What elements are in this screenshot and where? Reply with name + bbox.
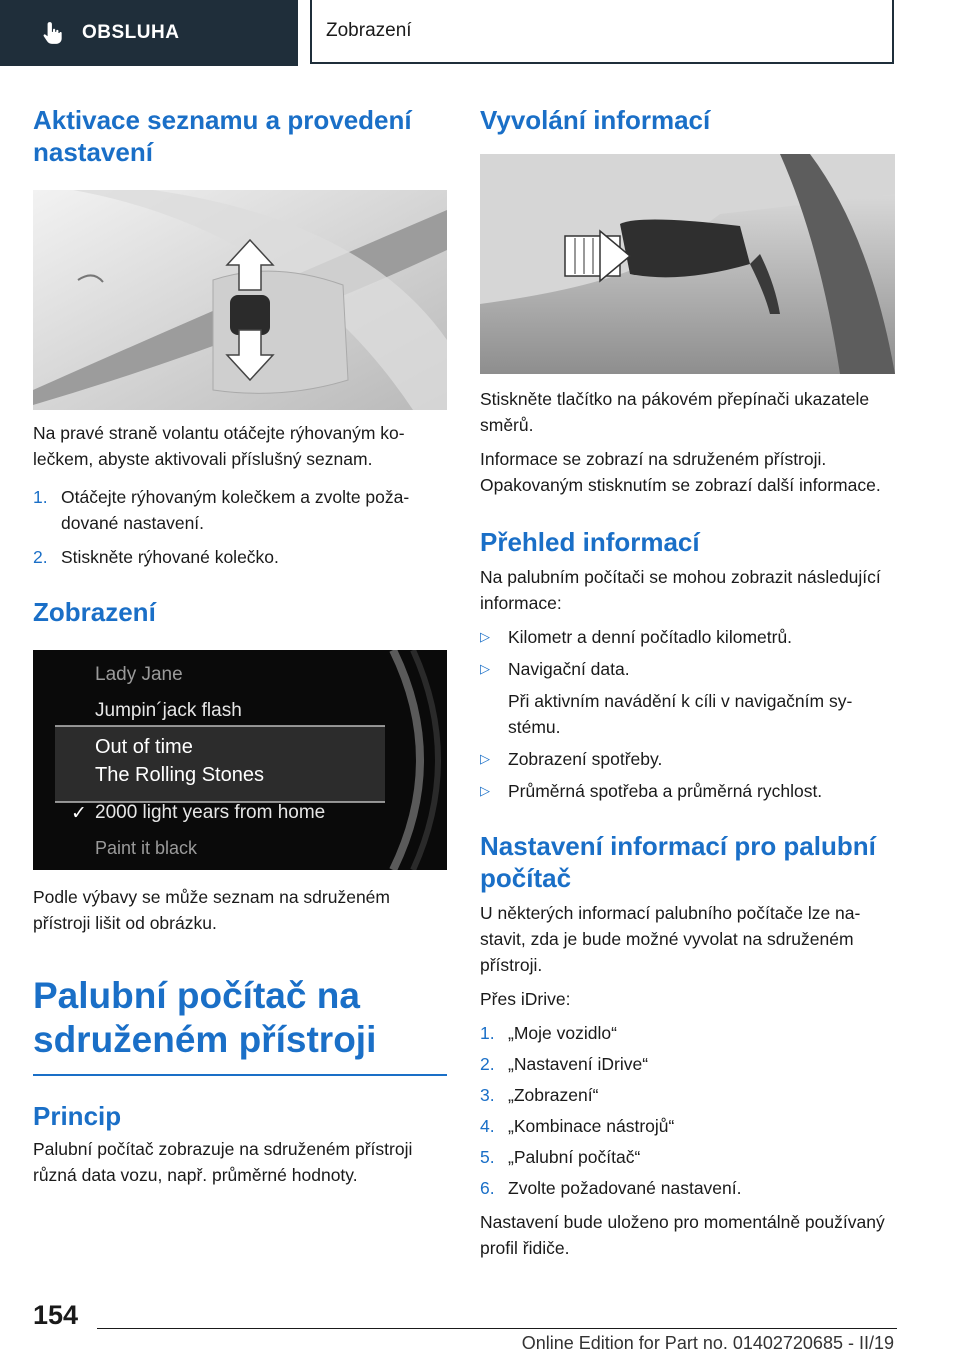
section-label: OBSLUHA (82, 22, 180, 43)
step-text: „Kombinace nástrojů“ (508, 1116, 675, 1136)
paragraph-settings: U některých informací palubního počítače lze nastavit, zda je bude možné vyvolat na sdruženém přístroji. (480, 903, 861, 975)
bullet-text: Kilometr a denní počítadlo kilometrů. (508, 627, 793, 647)
heading-overview: Přehled informací (480, 527, 700, 557)
heading-call-info: Vyvolání informací (480, 105, 711, 135)
page-number: 154 (33, 1300, 79, 1330)
screen-item: 2000 light years from home (95, 802, 326, 823)
list-item (480, 1082, 895, 1108)
paragraph-call-1: Stiskněte tlačítko na pákovém přepínači ukazatele směrů. (480, 389, 870, 435)
step-text: „Moje vozidlo“ (508, 1023, 617, 1043)
bullet-subtext: Při aktivním navádění k cíli v navigačním systému. (508, 691, 853, 737)
screen-item: Paint it black (95, 838, 198, 858)
triangle-bullet-icon: ▷ (480, 783, 490, 798)
list-item (480, 778, 895, 804)
step-number: 2. (33, 547, 48, 567)
page-header (0, 0, 960, 66)
paragraph-call-2: Informace se zobrazí na sdruženém přístroji. Opakovaným stisknutím se zobrazí další informace. (480, 449, 881, 495)
bullet-text: Zobrazení spotřeby. (508, 749, 663, 769)
list-item (33, 484, 447, 536)
chapter-tab[interactable] (310, 0, 894, 64)
triangle-bullet-icon: ▷ (480, 751, 490, 766)
list-item (480, 1144, 895, 1170)
checkmark-icon: ✓ (71, 803, 87, 824)
right-column (480, 92, 895, 1261)
step-number: 3. (480, 1085, 495, 1105)
section-tab[interactable] (0, 0, 298, 66)
step-number: 1. (33, 487, 48, 507)
paragraph-final: Nastavení bude uloženo pro momentálně používaný profil řidiče. (480, 1212, 885, 1258)
info-bullets (480, 624, 895, 804)
step-text: Zvolte požadované nastavení. (508, 1178, 742, 1198)
step-text: „Palubní počítač“ (508, 1147, 641, 1167)
list-item (480, 624, 895, 650)
paragraph-overview: Na palubním počítači se mohou zobrazit následující informace: (480, 567, 881, 613)
heading-display: Zobrazení (33, 597, 156, 627)
step-number: 6. (480, 1178, 495, 1198)
footer-divider (97, 1328, 897, 1329)
step-text: „Nastavení iDrive“ (508, 1054, 649, 1074)
turn-signal-lever-figure (480, 154, 895, 374)
heading-settings: Nastavení informací pro palubní počítač (480, 831, 876, 893)
heading-activate-list: Aktivace seznamu a provedení nastavení (33, 105, 412, 167)
hand-pointer-icon (40, 20, 66, 46)
paragraph-via-idrive: Přes iDrive: (480, 989, 571, 1009)
step-number: 2. (480, 1054, 495, 1074)
edition-note: Online Edition for Part no. 01402720685 - II/19 (521, 1333, 894, 1353)
paragraph-display: Podle výbavy se může seznam na sdruženém přístroji lišit od obrázku. (33, 887, 390, 933)
step-number: 1. (480, 1023, 495, 1043)
step-text: „Zobrazení“ (508, 1085, 599, 1105)
bullet-text: Průměrná spotřeba a průměrná rychlost. (508, 781, 823, 801)
list-item (33, 544, 447, 570)
triangle-bullet-icon: ▷ (480, 629, 490, 644)
screen-item-selected: Out of time (95, 736, 193, 758)
steps-settings (480, 1020, 895, 1201)
list-item (480, 1175, 895, 1201)
list-item (480, 1020, 895, 1046)
step-number: 5. (480, 1147, 495, 1167)
section-divider (33, 1074, 447, 1076)
list-item (480, 1113, 895, 1139)
list-item (480, 656, 895, 682)
step-number: 4. (480, 1116, 495, 1136)
left-column (33, 92, 447, 1188)
heading-princip: Princip (33, 1101, 122, 1131)
list-item (480, 1051, 895, 1077)
chapter-label: Zobrazení (326, 20, 412, 41)
list-item (480, 746, 895, 772)
triangle-bullet-icon: ▷ (480, 661, 490, 676)
screen-item: Lady Jane (95, 664, 183, 685)
paragraph-princip: Palubní počítač zobrazuje na sdruženém přístroji různá data vozu, např. průměrné hodnoty. (33, 1139, 413, 1185)
step-text: Otáčejte rýhovaným kolečkem a zvolte požadované nastavení. (61, 487, 410, 533)
screen-item-subtitle: The Rolling Stones (95, 764, 264, 786)
step-text: Stiskněte rýhované kolečko. (61, 547, 279, 567)
steps-activate (33, 484, 447, 570)
bullet-text: Navigační data. (508, 659, 630, 679)
steering-wheel-figure (33, 190, 447, 410)
cluster-list-figure (33, 650, 447, 870)
screen-item: Jumpin´jack flash (95, 700, 242, 721)
paragraph-activate: Na pravé straně volantu otáčejte rýhovaným kolečkem, abyste aktivovali příslušný seznam. (33, 423, 405, 469)
heading-board-computer: Palubní počítač na sdruženém přístroji (33, 975, 377, 1060)
